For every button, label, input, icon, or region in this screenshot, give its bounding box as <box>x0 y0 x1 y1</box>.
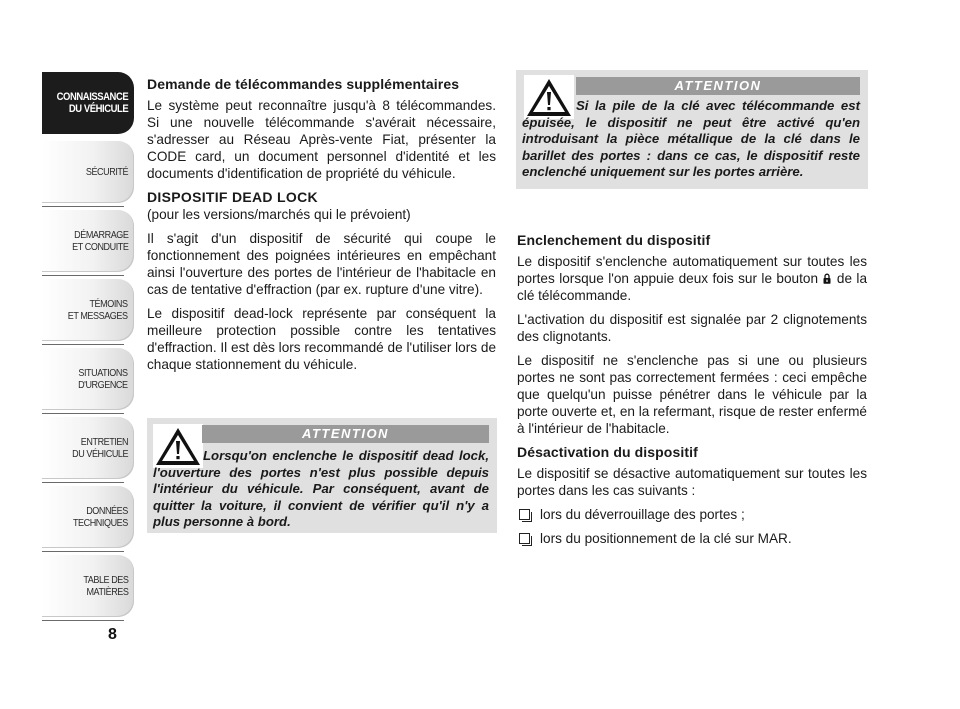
list-item <box>517 530 867 547</box>
checkbox-bullet-icon <box>519 509 530 520</box>
tab-temoins-et-messages[interactable] <box>42 279 134 341</box>
section-heading: Enclenchement du dispositif <box>517 232 711 248</box>
section-heading: Demande de télécommandes supplémentaires <box>147 76 460 92</box>
tab-entretien-du-vehicule[interactable] <box>42 417 134 479</box>
right-column <box>517 232 867 554</box>
warning-text: Lorsqu'on enclenche le dispositif dead lock, l'ouverture des portes n'est plus possible depuis l'intérieur du véhicule. Par conséquent, avant de quitter la voiture, il convient de vérifier qu'il n'y a plus personne à bord. <box>153 448 489 529</box>
paragraph <box>517 253 867 304</box>
list-item <box>517 506 867 523</box>
chapter-sidebar <box>42 72 134 624</box>
paragraph: Le système peut reconnaître jusqu'à 8 télécommandes. Si une nouvelle télécommande s'avérait nécessaire, s'adresser au Réseau Après-vente Fiat, présenter la CODE card, un document personnel d'identité et les documents d'identification de propriété du véhicule. <box>147 98 496 181</box>
tab-label: TABLE DES MATIÈRES <box>82 574 128 598</box>
section-title: DISPOSITIF DEAD LOCK <box>147 189 318 205</box>
tab-label: CONNAISSANCE DU VÉHICULE <box>56 91 128 115</box>
paragraph-text: Le dispositif s'enclenche automatiquement sur toutes les portes lorsque l'on appuie deux fois sur le bouton <box>517 254 867 286</box>
tab-situations-d-urgence[interactable] <box>42 348 134 410</box>
warning-text: Si la pile de la clé avec télécommande est épuisée, le dispositif ne peut être activé qu'en introduisant la pièce métallique de la clé dans le barillet des portes : dans ce cas, le dispositif reste enclenché uniquement sur les portes arrière. <box>522 98 860 179</box>
paragraph: Il s'agit d'un dispositif de sécurité qui coupe le fonctionnement des poignées intérieures en empêchant ainsi l'ouverture des portes de l'intérieur de l'habitacle en cas de tentative d'effraction (par ex. rupture d'une vitre). <box>147 231 496 297</box>
tab-connaissance-du-vehicule[interactable] <box>42 72 134 134</box>
paragraph: Le dispositif se désactive automatiquement sur toutes les portes dans les cas suivants : <box>517 466 867 498</box>
paragraph: L'activation du dispositif est signalée par 2 clignotements des clignotants. <box>517 312 867 344</box>
tab-securite[interactable] <box>42 141 134 203</box>
tab-label: TÉMOINS ET MESSAGES <box>68 298 128 322</box>
paragraph: Le dispositif ne s'enclenche pas si une ou plusieurs portes ne sont pas correctement fermées : ceci empêche que quelqu'un puisse pénétrer dans le véhicule par la porte ouverte et, en la refermant, risque de rester enfermé à l'intérieur de l'habitacle. <box>517 353 867 436</box>
warning-box <box>516 70 868 189</box>
list-item-text: lors du positionnement de la clé sur MAR. <box>540 531 792 546</box>
warning-title: ATTENTION <box>576 77 860 95</box>
warning-box <box>147 418 497 533</box>
tab-table-des-matieres[interactable] <box>42 555 134 617</box>
tab-label: DONNÉES TECHNIQUES <box>73 505 128 529</box>
tab-label: SÉCURITÉ <box>85 166 128 178</box>
checkbox-bullet-icon <box>519 533 530 544</box>
tab-label: DÉMARRAGE ET CONDUITE <box>71 229 128 253</box>
tab-label: ENTRETIEN DU VÉHICULE <box>72 436 128 460</box>
tab-donnees-techniques[interactable] <box>42 486 134 548</box>
paragraph: Le dispositif dead-lock représente par conséquent la meilleure protection possible contre les tentatives d'effraction. Il est dès lors recommandé de l'utiliser lors de chaque stationnement du véhicule. <box>147 306 496 372</box>
section-subtitle: (pour les versions/marchés qui le prévoient) <box>147 207 411 222</box>
tab-demarrage-et-conduite[interactable] <box>42 210 134 272</box>
tab-label: SITUATIONS D'URGENCE <box>78 367 128 391</box>
page-number: 8 <box>108 626 117 643</box>
section-heading: Désactivation du dispositif <box>517 444 698 460</box>
paragraph-text: de la clé télécommande. <box>517 271 868 303</box>
list-item-text: lors du déverrouillage des portes ; <box>540 507 745 522</box>
left-column <box>147 76 496 380</box>
lock-icon <box>823 273 831 284</box>
warning-title: ATTENTION <box>202 425 489 443</box>
